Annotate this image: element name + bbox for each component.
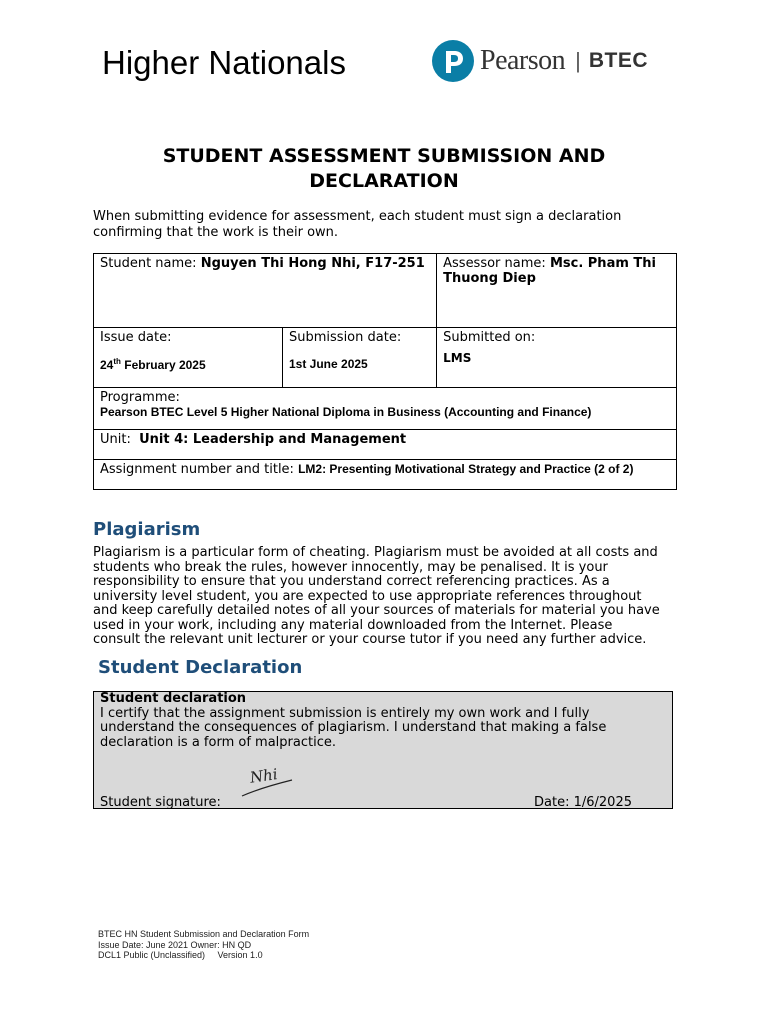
pearson-btec-logo — [432, 40, 648, 82]
unit-cell: Unit: Unit 4: Leadership and Management — [94, 430, 677, 460]
student-declaration-heading: Student Declaration — [98, 657, 303, 678]
assignment-cell: Assignment number and title: LM2: Presenting Motivational Strategy and Practice (2 of 2) — [94, 460, 677, 490]
submission-date-value: 1st June 2025 — [289, 357, 368, 371]
declaration-box-heading: Student declaration — [100, 691, 247, 706]
issue-date-cell: Issue date: 24th February 2025 — [94, 328, 283, 388]
declaration-date: Date: 1/6/2025 — [534, 795, 632, 810]
signature-label: Student signature: — [100, 795, 221, 810]
submitted-on-value: LMS — [443, 351, 472, 365]
unit-value: Unit 4: Leadership and Management — [139, 432, 407, 447]
programme-value: Pearson BTEC Level 5 Higher National Diploma in Business (Accounting and Finance) — [100, 405, 592, 419]
submitted-on-cell: Submitted on: LMS — [437, 328, 677, 388]
declaration-text: I certify that the assignment submission is entirely my own work and I fully understand the consequences of plagiarism. I understand that making a false declaration is a form of malpractice. — [100, 705, 607, 750]
plagiarism-text: Plagiarism is a particular form of cheating. Plagiarism must be avoided at all costs and students who break the rules, however innocently, may be penalised. It is your responsibility to ensure that you understand correct referencing practices. As a university level student, you are expected to use appropriate references throughout and keep carefully detailed notes of all your sources of materials for material you have used in your work, including any material downloaded from the Internet. Please consult the relevant unit lecturer or your course tutor if you need any further advice. — [93, 545, 660, 647]
pearson-logo-icon — [432, 40, 474, 82]
assignment-value: LM2: Presenting Motivational Strategy and Practice (2 of 2) — [298, 462, 634, 476]
logo-btec-text: BTEC — [588, 49, 649, 72]
footer-line-1: BTEC HN Student Submission and Declaration Form — [98, 929, 310, 939]
assessor-name-value: Msc. Pham Thi Thuong Diep — [443, 256, 656, 286]
plagiarism-heading: Plagiarism — [93, 519, 201, 540]
programme-cell: Programme: Pearson BTEC Level 5 Higher National Diploma in Business (Accounting and Finance) — [94, 388, 677, 430]
declaration-box — [93, 691, 673, 809]
footer-line-3: DCL1 Public (Unclassified) Version 1.0 — [98, 950, 263, 960]
footer — [98, 929, 309, 961]
assessor-name-cell: Assessor name: Msc. Pham Thi Thuong Diep — [437, 254, 677, 328]
logo-pearson-text: Pearson — [480, 45, 566, 76]
page-title: STUDENT ASSESSMENT SUBMISSION AND DECLARATION — [162, 145, 606, 192]
submission-info-table — [93, 253, 677, 490]
intro-text: When submitting evidence for assessment, each student must sign a declaration confirming that the work is their own. — [93, 209, 622, 240]
logo-separator: | — [575, 48, 581, 73]
issue-date-value: 24th February 2025 — [100, 357, 206, 372]
signature-image — [236, 762, 296, 802]
svg-text:Nhi: Nhi — [248, 765, 279, 787]
footer-line-2: Issue Date: June 2021 Owner: HN QD — [98, 939, 252, 950]
student-name-cell: Student name: Nguyen Thi Hong Nhi, F17-251 — [94, 254, 437, 328]
higher-nationals-title: Higher Nationals — [102, 44, 346, 81]
student-name-value: Nguyen Thi Hong Nhi, F17-251 — [200, 256, 425, 271]
submission-date-cell: Submission date: 1st June 2025 — [283, 328, 437, 388]
